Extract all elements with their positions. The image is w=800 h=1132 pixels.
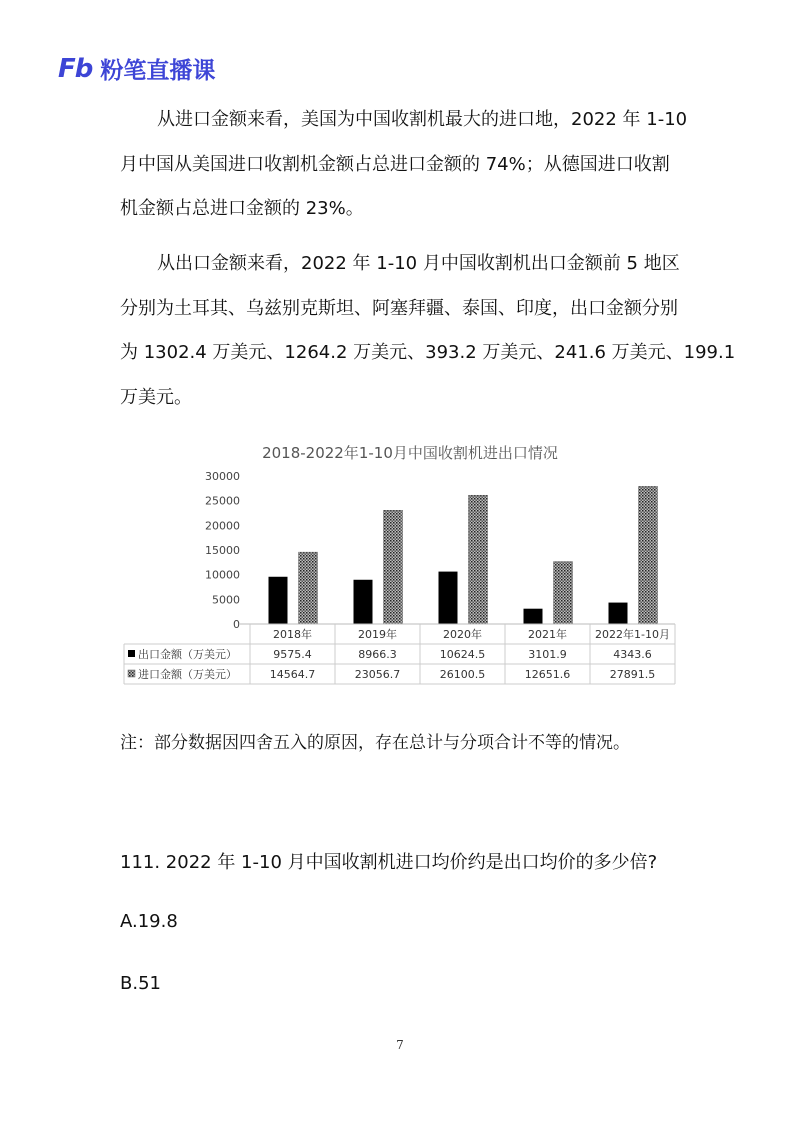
fenbi-logo-icon: Fb [58,53,93,84]
bar-export [524,609,543,624]
paragraph-export [120,242,736,420]
data-label: 23056.7 [354,668,401,681]
legend-label: 进口金额（万美元） [138,668,237,681]
option-b[interactable]: B.51 [120,973,161,994]
question-text: 111. 2022 年 1-10 月中国收割机进口均价约是出口均价的多少倍? [120,852,658,873]
y-tick-label: 25000 [205,494,240,508]
category-label: 2018年 [273,628,312,641]
data-label: 3101.9 [528,648,567,661]
bar-import [299,552,318,624]
category-label: 2020年 [443,628,482,641]
paragraph-line: 万美元。 [120,386,192,408]
data-label: 27891.5 [609,668,656,681]
paragraph-line: 从出口金额来看，2022 年 1-10 月中国收割机出口金额前 5 地区 [157,253,680,274]
paragraph-line: 分别为土耳其、乌兹别克斯坦、阿塞拜疆、泰国、印度，出口金额分别 [120,297,678,319]
data-label: 26100.5 [439,668,486,681]
data-label: 14564.7 [269,668,316,681]
paragraph-line: 为 1302.4 万美元、1264.2 万美元、393.2 万美元、241.6 万美元、199.1 [120,342,736,363]
bar-import [554,562,573,624]
paragraph-import [120,98,688,232]
import-export-chart [120,432,680,688]
bar-import [384,510,403,624]
bar-import [469,495,488,624]
chart-title: 2018-2022年1-10月中国收割机进出口情况 [262,444,558,462]
page-number: 7 [396,1038,404,1052]
fenbi-logo [58,52,215,85]
data-label: 4343.6 [613,648,652,661]
bar-export [269,577,288,624]
bar-import [639,486,658,624]
y-tick-label: 15000 [205,544,240,557]
y-tick-label: 30000 [205,470,240,483]
fenbi-logo-text: 粉笔直播课 [100,58,216,84]
y-tick-label: 10000 [205,568,240,582]
bar-export [609,603,628,624]
option-a[interactable]: A.19.8 [120,911,178,932]
category-label: 2019年 [358,628,397,641]
y-tick-label: 5000 [212,593,240,607]
category-label: 2022年1-10月 [595,628,670,641]
legend-swatch [128,670,135,677]
data-label: 12651.6 [524,668,571,681]
data-label: 9575.4 [273,648,312,661]
paragraph-line: 月中国从美国进口收割机金额占总进口金额的 74%；从德国进口收割 [120,153,670,175]
category-label: 2021年 [528,628,567,641]
paragraph-line: 机金额占总进口金额的 23%。 [120,198,364,219]
data-label: 8966.3 [358,648,397,661]
paragraph-line: 从进口金额来看，美国为中国收割机最大的进口地，2022 年 1-10 [157,109,688,130]
bar-export [439,572,458,624]
data-label: 10624.5 [439,648,486,661]
legend-label: 出口金额（万美元） [138,648,237,661]
legend-swatch [128,650,135,657]
bar-export [354,580,373,624]
y-tick-label: 0 [233,618,240,631]
note-text: 注：部分数据因四舍五入的原因，存在总计与分项合计不等的情况。 [120,733,630,753]
y-tick-label: 20000 [205,519,240,533]
chart-svg [120,432,680,688]
